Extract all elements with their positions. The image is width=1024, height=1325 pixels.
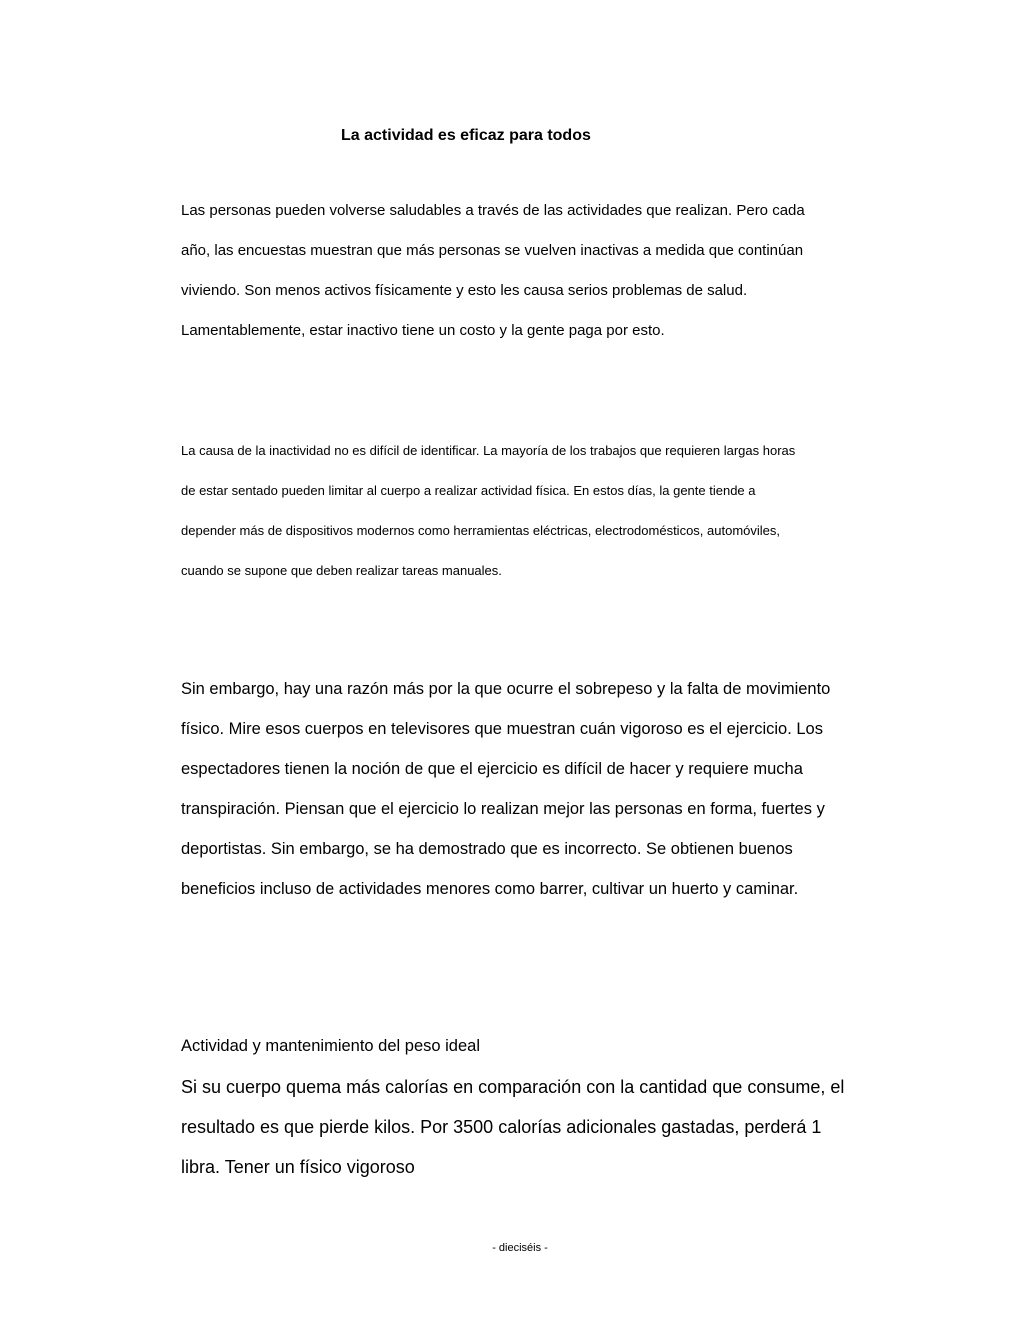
paragraph-causes	[181, 441, 881, 601]
paragraph-weight	[181, 1074, 881, 1194]
section-heading: Actividad y mantenimiento del peso ideal	[181, 1037, 481, 1055]
paragraph-line: Sin embargo, hay una razón más por la que ocurre el sobrepeso y la falta de movimiento	[181, 680, 831, 698]
paragraph-line: físico. Mire esos cuerpos en televisores que muestran cuán vigoroso es el ejercicio. Los	[181, 720, 823, 738]
paragraph-line: año, las encuestas muestran que más personas se vuelven inactivas a medida que continúan	[181, 242, 804, 259]
paragraph-line: cuando se supone que deben realizar tareas manuales.	[181, 563, 502, 578]
paragraph-line: espectadores tienen la noción de que el ejercicio es difícil de hacer y requiere mucha	[181, 760, 803, 778]
paragraph-line: depender más de dispositivos modernos como herramientas eléctricas, electrodomésticos, automóviles,	[181, 523, 781, 538]
paragraph-line: de estar sentado pueden limitar al cuerpo a realizar actividad física. En estos días, la gente tiende a	[181, 483, 756, 498]
paragraph-line: viviendo. Son menos activos físicamente y esto les causa serios problemas de salud.	[181, 282, 748, 299]
paragraph-line: La causa de la inactividad no es difícil de identificar. La mayoría de los trabajos que requieren largas horas	[181, 443, 796, 458]
paragraph-reason	[181, 677, 881, 917]
paragraph-intro	[181, 200, 881, 360]
page-number: - dieciséis -	[492, 1242, 548, 1254]
paragraph-line: Lamentablemente, estar inactivo tiene un costo y la gente paga por esto.	[181, 322, 665, 339]
paragraph-line: Las personas pueden volverse saludables a través de las actividades que realizan. Pero cada	[181, 202, 805, 219]
paragraph-line: deportistas. Sin embargo, se ha demostrado que es incorrecto. Se obtienen buenos	[181, 840, 793, 858]
paragraph-line: libra. Tener un físico vigoroso	[181, 1157, 415, 1177]
paragraph-line: resultado es que pierde kilos. Por 3500 calorías adicionales gastadas, perderá 1	[181, 1117, 822, 1137]
paragraph-line: beneficios incluso de actividades menores como barrer, cultivar un huerto y caminar.	[181, 880, 799, 898]
paragraph-line: transpiración. Piensan que el ejercicio lo realizan mejor las personas en forma, fuertes y	[181, 800, 825, 818]
document-title: La actividad es eficaz para todos	[341, 127, 591, 144]
paragraph-line: Si su cuerpo quema más calorías en comparación con la cantidad que consume, el	[181, 1077, 845, 1097]
